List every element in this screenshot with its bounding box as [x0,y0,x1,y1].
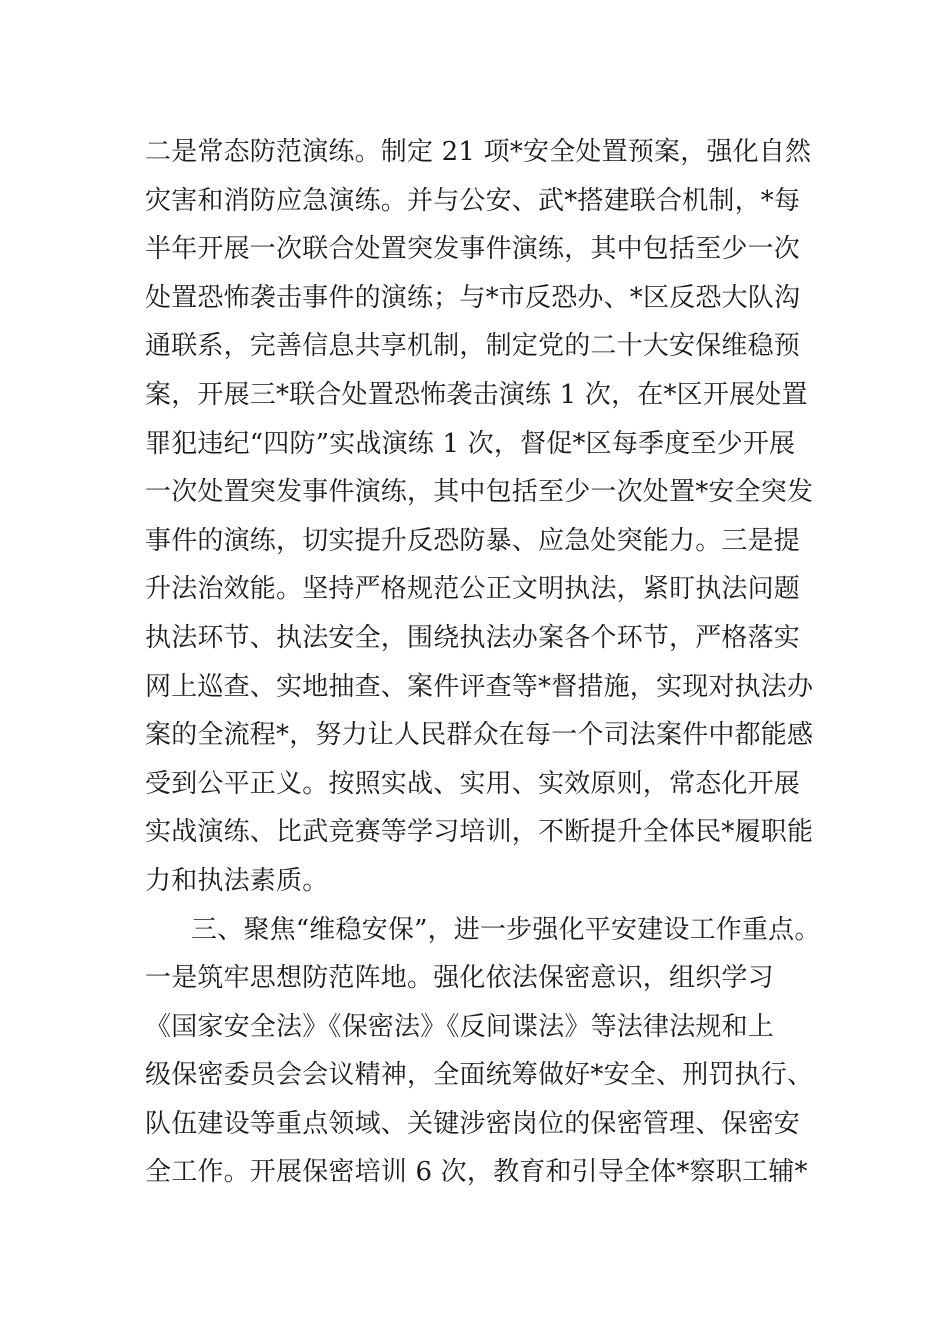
text-line: 《国家安全法》《保密法》《反间谍法》等法律法规和上 [145,1011,775,1042]
text-line: 二是常态防范演练。制定 21 项*安全处置预案，强化自然 [145,137,812,167]
text-line: 力和执法素质。 [145,865,329,896]
text-line: 执法环节、执法安全，围绕执法办案各个环节，严格落实 [145,622,801,653]
text-line: 实战演练、比武竞赛等学习培训，不断提升全体民*履职能 [145,817,814,848]
section-heading-line: 三、聚焦“维稳安保”，进一步强化平安建设工作重点。 [191,914,821,945]
text-line: 升法治效能。坚持严格规范公正文明执法，紧盯执法问题 [145,574,801,605]
text-line: 一是筑牢思想防范阵地。强化依法保密意识，组织学习 [145,963,774,994]
text-line: 罪犯违纪“四防”实战演练 1 次，督促*区每季度至少开展 [145,428,796,459]
text-line: 全工作。开展保密培训 6 次，教育和引导全体*察职工辅* [145,1157,808,1188]
text-line: 半年开展一次联合处置突发事件演练，其中包括至少一次 [145,234,801,265]
text-line: 灾害和消防应急演练。并与公安、武*搭建联合机制，*每 [145,185,801,216]
text-line: 网上巡查、实地抽查、案件评查等*督措施，实现对执法办 [145,671,814,702]
text-line: 通联系，完善信息共享机制，制定党的二十大安保维稳预 [145,331,801,362]
text-line: 处置恐怖袭击事件的演练；与*市反恐办、*区反恐大队沟 [145,282,801,313]
text-line: 案，开展三*联合处置恐怖袭击演练 1 次，在*区开展处置 [145,379,808,410]
text-line: 案的全流程*，努力让人民群众在每一个司法案件中都能感 [145,720,814,751]
text-line: 事件的演练，切实提升反恐防暴、应急处突能力。三是提 [145,525,801,556]
text-line: 一次处置突发事件演练，其中包括至少一次处置*安全突发 [145,477,814,508]
document-body [145,128,825,1197]
text-line: 队伍建设等重点领域、关键涉密岗位的保密管理、保密安 [145,1108,801,1139]
text-line: 受到公平正义。按照实战、实用、实效原则，常态化开展 [145,768,801,799]
text-line: 级保密委员会会议精神，全面统筹做好*安全、刑罚执行、 [145,1060,814,1091]
